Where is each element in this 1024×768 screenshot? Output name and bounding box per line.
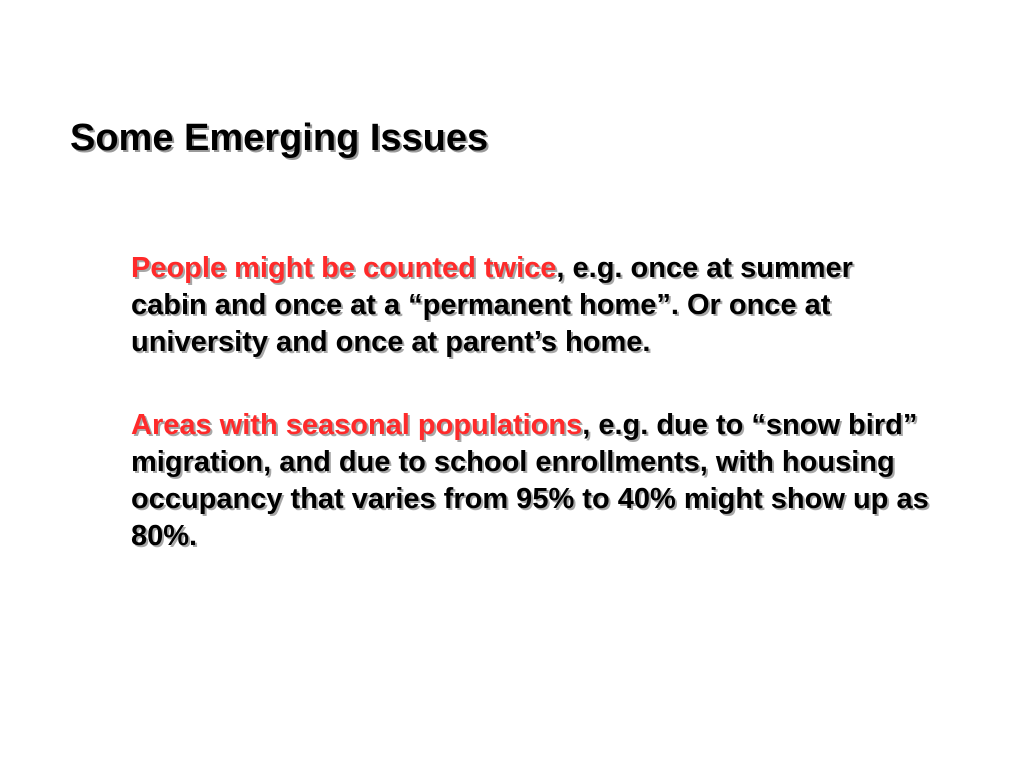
bullet-text-counted-twice: , e.g. once at summer cabin and once at a “permanent home”. Or once at university and once at parent’s home. <box>131 252 853 358</box>
bullet-item-counted-twice <box>131 250 931 361</box>
bullet-list <box>131 250 931 601</box>
bullet-highlight-seasonal-populations: Areas with seasonal populations <box>131 409 583 441</box>
slide-title: Some Emerging Issues <box>70 117 489 159</box>
bullet-highlight-counted-twice: People might be counted twice <box>131 252 557 284</box>
bullet-text-seasonal-populations: , e.g. due to “snow bird” migration, and due to school enrollments, with housing occupancy that varies from 95% to 40% might show up as 80%. <box>131 409 929 552</box>
bullet-item-seasonal-populations <box>131 407 931 555</box>
